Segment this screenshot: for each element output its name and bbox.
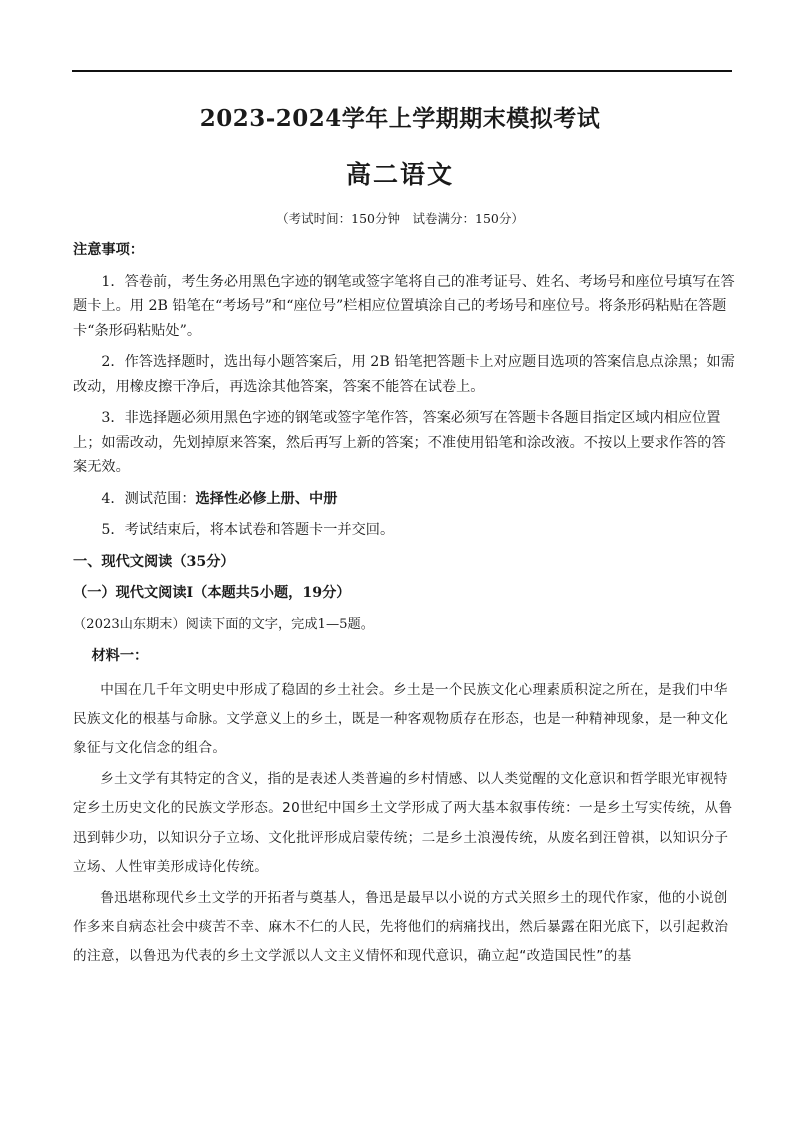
notice-item-5: 5．考试结束后，将本试卷和答题卡一并交回。 [101, 522, 395, 538]
sub1-heading: （一）现代文阅读Ⅰ（本题共5小题，19分） [73, 585, 351, 601]
notice-item-2: 2．作答选择题时，选出每小题答案后，用 2B 铅笔把答题卡上对应题目选项的答案信息点涂黑；如需改动，用橡皮擦干净后，再选涂其他答案，答案不能答在试卷上。 [73, 354, 735, 395]
test-scope: 选择性必修上册、中册 [195, 490, 338, 507]
exam-info: （考试时间：150分钟 试卷满分：150分） [276, 211, 524, 226]
notice-item-3: 3．非选择题必须用黑色字迹的钢笔或签字笔作答，答案必须写在答题卡各题目指定区域内相应位置上；如需改动，先划掉原来答案，然后再写上新的答案；不准使用铅笔和涂改液。不按以上要求作答的答案无效。 [73, 410, 726, 475]
material-label: 材料一： [91, 648, 149, 664]
notice-item-4-prefix: 4．测试范围： [101, 490, 196, 507]
exam-title: 2023-2024学年上学期期末模拟考试 [199, 105, 601, 132]
notice-item-1: 1．答卷前，考生务必用黑色字迹的钢笔或签字笔将自己的准考证号、姓名、考场号和座位号填写在答题卡上。用 2B 铅笔在“考场号”和“座位号”栏相应位置填涂自己的考场号和座位号。将条形码粘贴在答题卡“条形码粘贴处”。 [73, 273, 735, 339]
source-line: （2023山东期末）阅读下面的文字，完成1—5题。 [73, 616, 374, 632]
header-rule [72, 70, 732, 72]
passage-paragraph-3: 鲁迅堪称现代乡土文学的开拓者与奠基人，鲁迅是最早以小说的方式关照乡土的现代作家，他的小说创作多来自病态社会中痰苦不幸、麻木不仁的人民，先将他们的病痛找出，然后暴露在阳光底下，以引起救治的注意，以鲁迅为代表的乡土文学派以人文主义情怀和现代意识，确立起“改造国民性”的基 [73, 889, 729, 965]
passage-paragraph-2: 乡土文学有其特定的含义，指的是表述人类普遍的乡村情感、以人类觉醒的文化意识和哲学眼光审视特定乡土历史文化的民族文学形态。20世纪中国乡土文学形成了两大基本叙事传统：一是乡土写实传统，从鲁迅到韩少功，以知识分子立场、文化批评形成启蒙传统；二是乡土浪漫传统，从废名到汪曾祺，以知识分子立场、人性审美形成诗化传统。 [73, 771, 733, 875]
passage-paragraph-1: 中国在几千年文明史中形成了稳固的乡土社会。乡土是一个民族文化心理素质积淀之所在，是我们中华民族文化的根基与命脉。文学意义上的乡土，既是一种客观物质存在形态，也是一种精神现象，是一种文化象征与文化信念的组合。 [73, 681, 729, 756]
subject-title: 高二语文 [345, 160, 454, 189]
part1-heading: 一、现代文阅读（35分） [73, 553, 235, 570]
notice-item-4 [73, 487, 735, 512]
notice-heading: 注意事项： [73, 242, 144, 258]
document-body [73, 238, 735, 974]
